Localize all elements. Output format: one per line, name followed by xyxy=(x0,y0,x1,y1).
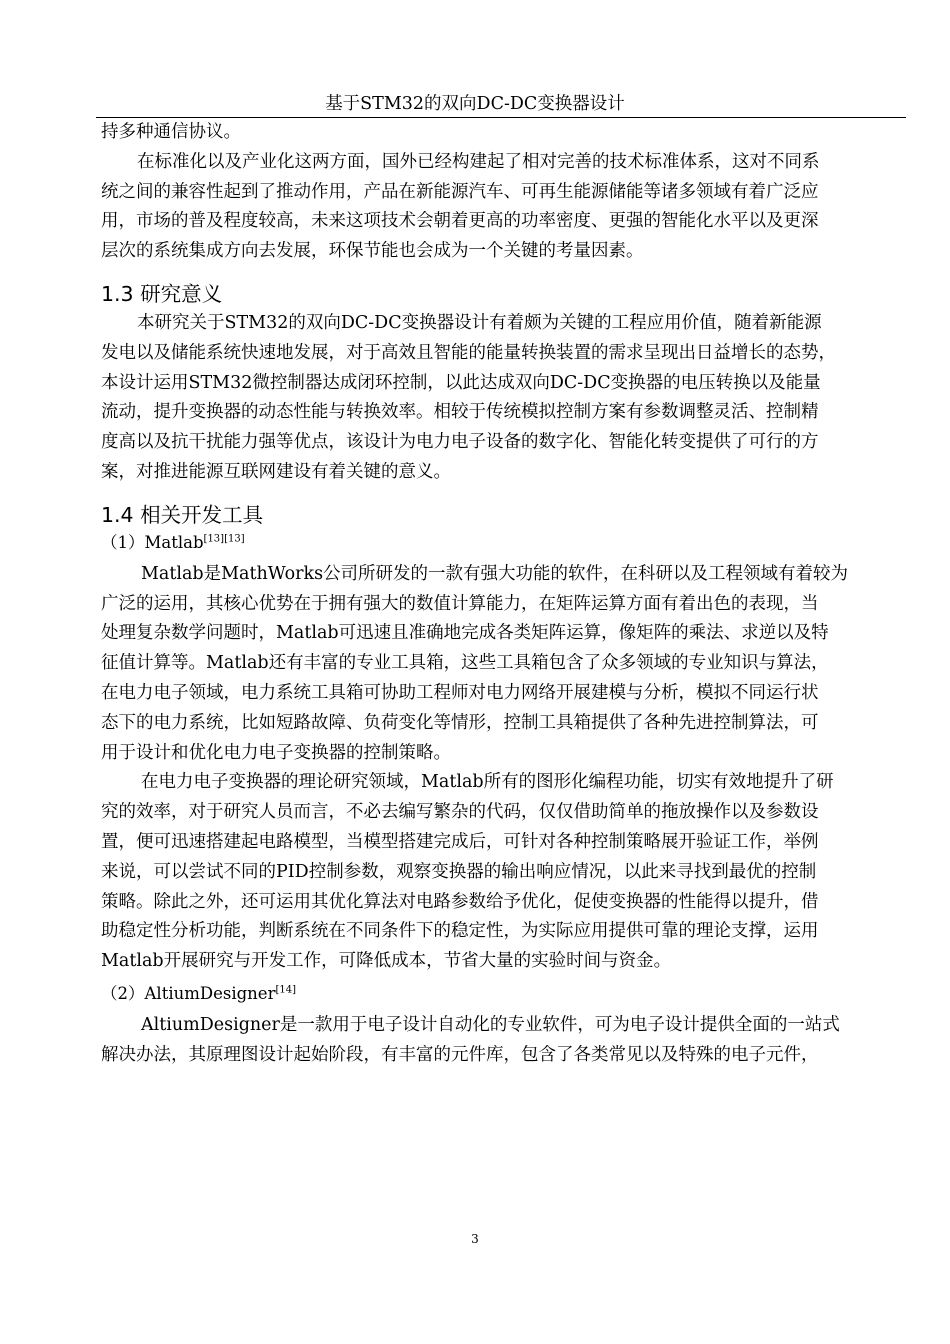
text-line: 在电力电子领域，电力系统工具箱可协助工程师对电力网络开展建模与分析，模拟不同运行状 xyxy=(101,682,819,703)
text-line: 发电以及储能系统快速地发展，对于高效且智能的能量转换装置的需求呈现出日益增长的态势， xyxy=(101,342,836,363)
subheading-altium-label: （2）AltiumDesigner xyxy=(101,983,276,1003)
paragraph-research-significance xyxy=(101,309,905,488)
text-line: 处理复杂数学问题时，Matlab可迅速且准确地完成各类矩阵运算，像矩阵的乘法、求逆以及特 xyxy=(101,623,829,644)
paragraph-continued xyxy=(101,118,905,148)
text-line: Matlab开展研究与开发工作，可降低成本，节省大量的实验时间与资金。 xyxy=(101,951,672,972)
text-line: 征值计算等。Matlab还有丰富的专业工具箱，这些工具箱包含了众多领域的专业知识与算法， xyxy=(101,653,829,674)
text-line: 流动，提升变换器的动态性能与转换效率。相较于传统模拟控制方案有参数调整灵活、控制精 xyxy=(101,402,819,423)
text-line: 本设计运用STM32微控制器达成闭环控制，以此达成双向DC-DC变换器的电压转换以及能量 xyxy=(101,372,821,393)
text-line: 统之间的兼容性起到了推动作用，产品在新能源汽车、可再生能源储能等诸多领域有着广泛应 xyxy=(101,181,819,202)
text-line: 助稳定性分析功能，判断系统在不同条件下的稳定性，为实际应用提供可靠的理论支撑，运用 xyxy=(101,921,819,942)
section-heading-1-3: 1.3 研究意义 xyxy=(101,281,223,306)
text-line: 广泛的运用，其核心优势在于拥有强大的数值计算能力，在矩阵运算方面有着出色的表现，当 xyxy=(101,593,819,614)
text-line: 置，便可迅速搭建起电路模型，当模型搭建完成后，可针对各种控制策略展开验证工作，举例 xyxy=(101,831,819,852)
paragraph-matlab-research xyxy=(101,768,905,977)
text-line: 用于设计和优化电力电子变换器的控制策略。 xyxy=(101,742,451,763)
text-line: 层次的系统集成方向去发展，环保节能也会成为一个关键的考量因素。 xyxy=(101,241,644,262)
text-line: AltiumDesigner是一款用于电子设计自动化的专业软件，可为电子设计提供全面的一站式 xyxy=(141,1014,840,1035)
subheading-matlab xyxy=(101,529,905,557)
text-line: 态下的电力系统，比如短路故障、负荷变化等情形，控制工具箱提供了各种先进控制算法，可 xyxy=(101,712,819,733)
citation-altium: [14] xyxy=(275,984,296,996)
paragraph-standards xyxy=(101,148,905,267)
text-line: Matlab是MathWorks公司所研发的一款有强大功能的软件，在科研以及工程领域有着较为 xyxy=(141,563,849,584)
text-line: 解决办法，其原理图设计起始阶段，有丰富的元件库，包含了各类常见以及特殊的电子元件， xyxy=(101,1044,819,1065)
section-heading-1-4: 1.4 相关开发工具 xyxy=(101,502,264,527)
text-line: 本研究关于STM32的双向DC-DC变换器设计有着颇为关键的工程应用价值，随着新能源 xyxy=(137,312,822,333)
citation-matlab: [13][13] xyxy=(203,533,245,545)
text-line: 度高以及抗干扰能力强等优点，该设计为电力电子设备的数字化、智能化转变提供了可行的方 xyxy=(101,432,819,453)
document-body xyxy=(101,118,905,1071)
page-number: 3 xyxy=(471,1232,479,1246)
subheading-matlab-label: （1）Matlab xyxy=(101,532,204,552)
subheading-altium xyxy=(101,980,905,1008)
page-header: 基于STM32的双向DC-DC变换器设计 xyxy=(325,94,625,114)
text-line: 用，市场的普及程度较高，未来这项技术会朝着更高的功率密度、更强的智能化水平以及更深 xyxy=(101,211,819,232)
text-line: 策略。除此之外，还可运用其优化算法对电路参数给予优化，促使变换器的性能得以提升，借 xyxy=(101,891,819,912)
text-line: 在电力电子变换器的理论研究领域，Matlab所有的图形化编程功能，切实有效地提升了研 xyxy=(141,772,834,793)
text-line: 究的效率，对于研究人员而言，不必去编写繁杂的代码，仅仅借助简单的拖放操作以及参数设 xyxy=(101,802,819,823)
text-line: 在标准化以及产业化这两方面，国外已经构建起了相对完善的技术标准体系，这对不同系 xyxy=(137,151,820,172)
text-line: 案，对推进能源互联网建设有着关键的意义。 xyxy=(101,461,451,482)
text-line: 来说，可以尝试不同的PID控制参数，观察变换器的输出响应情况，以此来寻找到最优的控制 xyxy=(101,861,817,882)
paragraph-altium xyxy=(101,1011,905,1071)
text-line: 持多种通信协议。 xyxy=(101,122,241,142)
paragraph-matlab-intro xyxy=(101,560,905,769)
